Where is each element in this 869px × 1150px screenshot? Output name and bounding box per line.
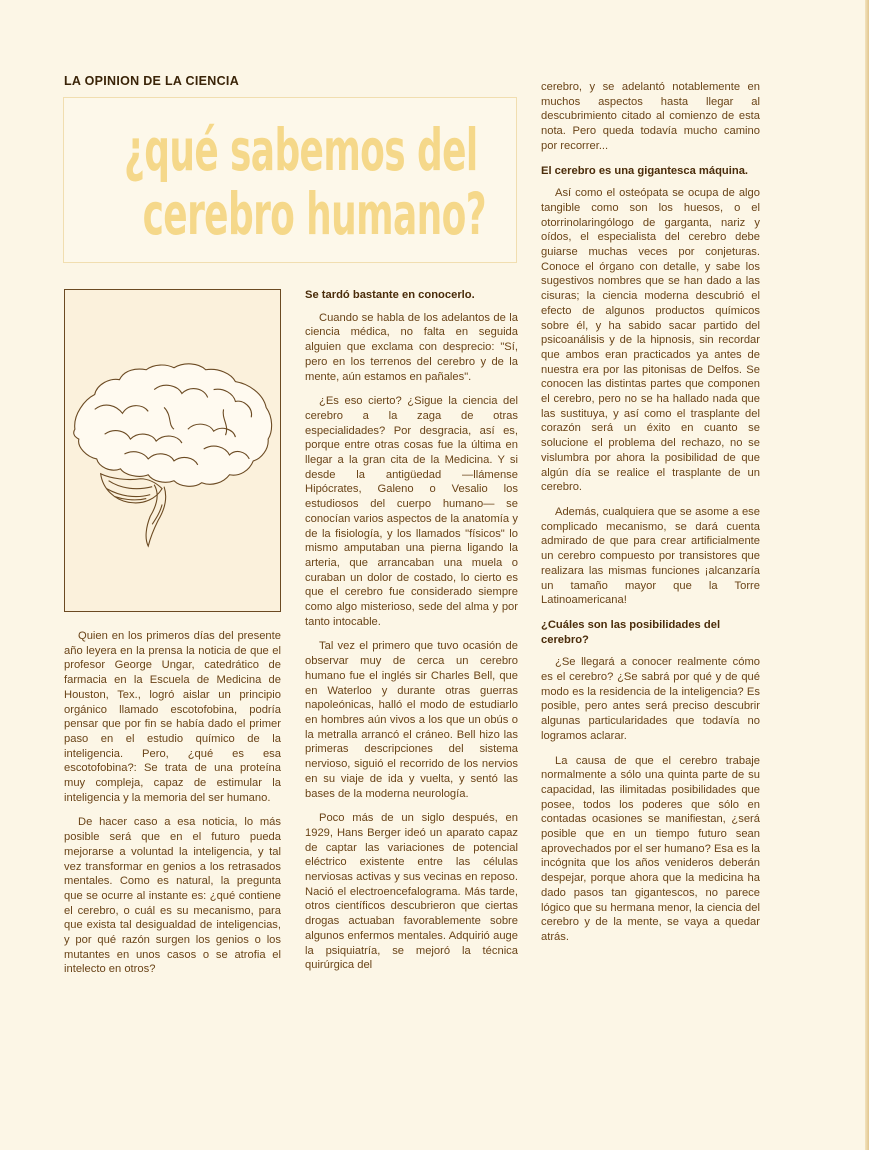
paragraph: Tal vez el primero que tuvo ocasión de observar muy de cerca un cerebro humano fue el inglés sir Charles Bell, que en Waterloo y durante otras guerras napoleónicas, halló el modo de estudiarlo en hombres aún vivos a los que un obús o la metralla arrancó el cráneo. Bell hizo las primeras descripciones del sistema nervioso, siguió el recorrido de los nervios en su viaje de ida y vuelta, y sentó las bases de la moderna neurología. <box>305 640 518 800</box>
brain-icon <box>65 290 280 611</box>
paragraph: De hacer caso a esa noticia, lo más posible será que en el futuro pueda mejorarse a voluntad la inteligencia, y tal vez transformar en genios a los retrasados mentales. Como es natural, la pregunta que se ocurre al instante es: ¿qué contiene el cerebro, o cuál es su mecanismo, para que exista tal desigualdad de inteligencias, y por qué razón surgen los genios o los mutantes en unos casos o se atrofia el intelecto en otros? <box>64 816 281 976</box>
paragraph: La causa de que el cerebro trabaje normalmente a sólo una quinta parte de su capacidad, las ilimitadas posibilidades que posee, todos los poderes que sólo en contadas ocasiones se manifiestan, ¿será posible que en un tiempo futuro sean aprovechados por el ser humano? Esa es la incógnita que los años venideros deberán despejar, porque ahora que la medicina ha dado pasos tan gigantescos, no parece lógico que su hermana menor, la ciencia del cerebro y de la mente, se vaya a quedar atrás. <box>541 754 760 943</box>
paragraph: ¿Se llegará a conocer realmente cómo es el cerebro? ¿Se sabrá por qué y de qué modo es la residencia de la inteligencia? Es posible, pero antes será preciso descubrir algunas particularidades que todavía no logramos aclarar. <box>541 656 760 742</box>
column-2 <box>305 288 518 983</box>
paragraph: Quien en los primeros días del presente año leyera en la prensa la noticia de que el profesor George Ungar, catedrático de farmacia en la Escuela de Medicina de Houston, Tex., logró aislar un principio orgánico llamado escotofobina, podría pensar que por fin se había dado el primer paso en el estudio químico de la inteligencia. Pero, ¿qué es esa escotofobina?: Se trata de una proteína muy compleja, capaz de estimular la inteligencia y la memoria del ser humano. <box>64 630 281 804</box>
paragraph: Además, cualquiera que se asome a ese complicado mecanismo, se dará cuenta admirado de que para crear artificialmente un cerebro compuesto por transistores que realizara las mismas funciones ¡alcanzaría un tamaño mayor que la Torre Latinoamericana! <box>541 505 760 607</box>
column-1 <box>64 629 281 987</box>
paragraph: Cuando se habla de los adelantos de la ciencia médica, no falta en seguida alguien que exclama con desprecio: "Sí, pero en los terrenos del cerebro y de la mente, aún estamos en pañales". <box>305 311 518 383</box>
title-line-2: cerebro humano? <box>142 180 486 248</box>
paragraph: ¿Es eso cierto? ¿Sigue la ciencia del cerebro a la zaga de otras especialidades? Por desgracia, así es, porque entre otras cosas fue la última en llegar a la gran cita de la Medicina. Y si desde la antigüedad —llámense Hipócrates, Galeno o Vesalio los estudiosos del cuerpo humano— se conocían varios aspectos de la anatomía y de la fisiología, y los llamados "físicos" lo mismo amputaban una pierna ligando la arteria, que arrancaban una muela o curaban un dolor de costado, lo cierto es que el cerebro fue considerado siempre como algo misterioso, sede del alma y por tanto intocable. <box>305 395 518 628</box>
title-box <box>63 97 517 263</box>
column-3 <box>541 80 760 955</box>
subheading: El cerebro es una gigantesca máquina. <box>541 164 749 177</box>
title-line-1: ¿qué sabemos del <box>124 116 478 184</box>
brain-illustration <box>64 289 281 612</box>
subheading: Se tardó bastante en conocerlo. <box>305 289 475 301</box>
paragraph: Poco más de un siglo después, en 1929, Hans Berger ideó un aparato capaz de captar las variaciones de potencial eléctrico existente entre las células nerviosas activas y sus vecinas en reposo. Nació el electroencefalograma. Más tarde, otros científicos descubrieron que ciertas drogas actuaban favorablemente sobre algunos enfermos mentales. Adquirió auge la psiquiatría, se mejoró la técnica quirúrgica del <box>305 812 518 972</box>
paragraph-continuation: cerebro, y se adelantó notablemente en muchos aspectos hasta llegar al descubrimiento citado al comienzo de esta nota. Pero queda todavía mucho camino por recorrer... <box>541 81 760 152</box>
article-title <box>124 116 486 248</box>
section-label: LA OPINION DE LA CIENCIA <box>64 74 240 88</box>
subheading: ¿Cuáles son las posibilidades del cerebro? <box>541 618 721 646</box>
paragraph: Así como el osteópata se ocupa de algo tangible como son los huesos, o el otorrinolaringólogo de garganta, nariz y oídos, el especialista del cerebro debe guiarse muchas veces por conjeturas. Conoce el órgano con detalle, y sabe los sugestivos nombres que se han dado a las cisuras; la ciencia moderna descubrió el efecto de algunos productos químicos sobre él, y ha sabido sacar partido del psicoanálisis y de la hipnosis, sin recordar que ambos eran practicados ya antes de nuestra era por las pitonisas de Delfos. Se conocen las distintas partes que componen el cerebro, pero no se ha hallado nada que las sustituya, y así como el trasplante del corazón será un éxito en cuanto se solucione el problema del rechazo, no se vislumbra por ahora la posibilidad de que algún día se realice el trasplante de un cerebro. <box>541 187 760 494</box>
page-edge <box>865 0 869 1150</box>
